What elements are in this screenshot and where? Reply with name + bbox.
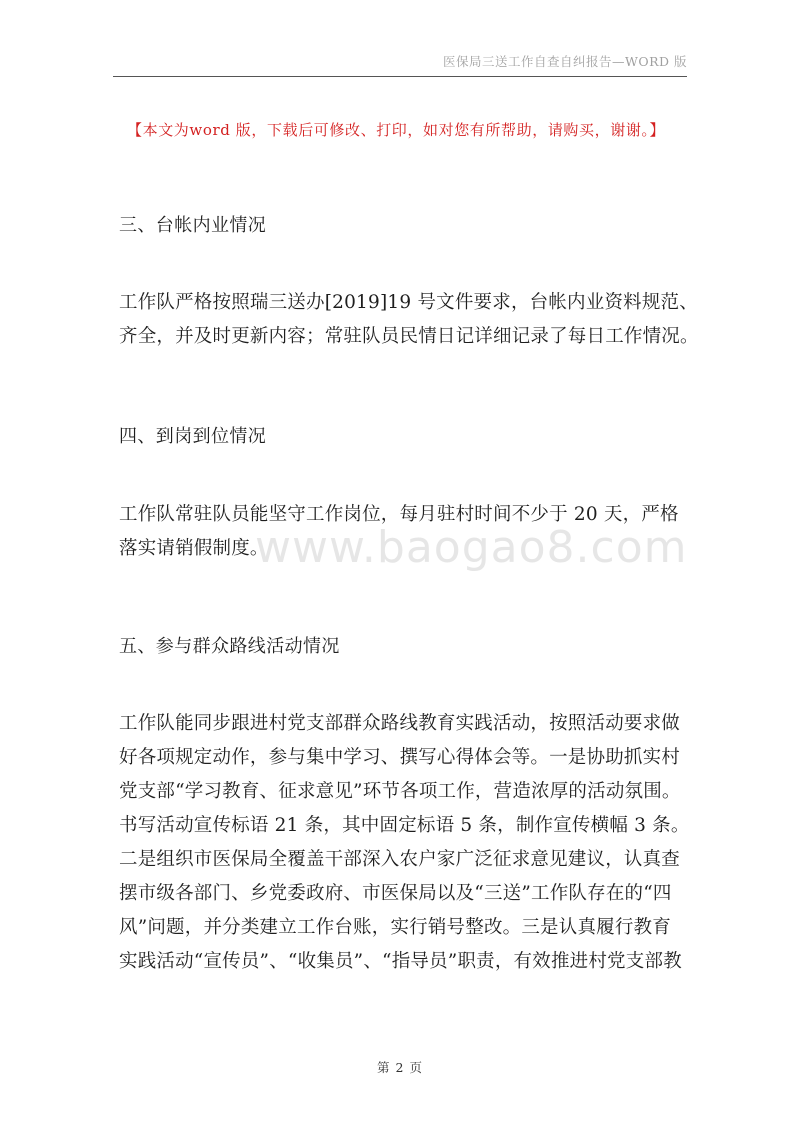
page-number: 第 2 页 [377,1060,423,1075]
section-heading-3: 三、台帐内业情况 [119,215,267,236]
section-heading-5: 五、参与群众路线活动情况 [119,636,340,657]
paragraph-line: 好各项规定动作，参与集中学习、撰写心得体会等。一是协助抓实村 [119,747,681,768]
header-title: 医保局三送工作自查自纠报告—WORD 版 [442,54,687,69]
section-paragraph-3 [119,286,699,354]
paragraph-line: 齐全，并及时更新内容；常驻队员民情日记详细记录了每日工作情况。 [119,326,699,347]
paragraph-line: 工作队严格按照瑞三送办[2019]19 号文件要求，台帐内业资料规范、 [119,292,698,313]
paragraph-line: 工作队常驻队员能坚守工作岗位，每月驻村时间不少于 20 天，严格 [119,504,679,525]
section-heading-4: 四、到岗到位情况 [119,426,267,447]
header-rule [113,76,687,77]
section-paragraph-5 [119,707,690,979]
section-paragraph-4 [119,498,685,566]
paragraph-line: 摆市级各部门、乡党委政府、市医保局以及“三送”工作队存在的“四 [119,883,672,904]
paragraph-line: 风”问题，并分类建立工作台账，实行销号整改。三是认真履行教育 [119,917,671,938]
paragraph-line: 二是组织市医保局全覆盖干部深入农户家广泛征求意见建议，认真查 [119,849,681,870]
paragraph-line: 落实请销假制度。 [119,538,269,559]
watermark: www.baogao8.com [255,522,688,573]
paragraph-line: 书写活动宣传标语 21 条，其中固定标语 5 条，制作宣传横幅 3 条。 [119,815,690,836]
purchase-notice: 【本文为word 版，下载后可修改、打印，如对您有所帮助，请购买，谢谢。】 [127,121,666,139]
paragraph-line: 工作队能同步跟进村党支部群众路线教育实践活动，按照活动要求做 [119,713,681,734]
paragraph-line: 党支部“学习教育、征求意见”环节各项工作，营造浓厚的活动氛围。 [119,781,681,802]
paragraph-line: 实践活动“宣传员”、“收集员”、“指导员”职责，有效推进村党支部教 [119,951,682,972]
